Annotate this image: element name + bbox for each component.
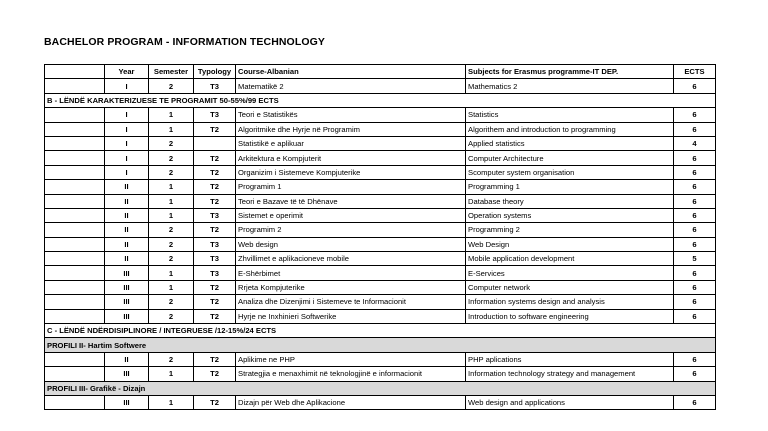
section-heading: B - LËNDË KARAKTERIZUESE TE PROGRAMIT 50-55%/99 ECTS xyxy=(45,93,716,107)
year-cell: III xyxy=(105,266,149,280)
table-row xyxy=(45,194,716,208)
table-row xyxy=(45,136,716,150)
course-albanian-cell: Programim 2 xyxy=(236,223,466,237)
semester-cell: 1 xyxy=(149,194,194,208)
subject-english-cell: Mobile application development xyxy=(466,252,674,266)
year-cell: I xyxy=(105,122,149,136)
semester-cell: 2 xyxy=(149,295,194,309)
curriculum-table xyxy=(44,64,716,410)
subject-english-cell: Web design and applications xyxy=(466,395,674,409)
header-blank xyxy=(45,65,105,79)
typology-cell xyxy=(194,136,236,150)
typology-cell: T3 xyxy=(194,266,236,280)
row-blank-cell xyxy=(45,122,105,136)
row-blank-cell xyxy=(45,309,105,323)
subject-english-cell: Information systems design and analysis xyxy=(466,295,674,309)
semester-cell: 1 xyxy=(149,266,194,280)
section-row xyxy=(45,93,716,107)
course-albanian-cell: Arkitektura e Kompjuterit xyxy=(236,151,466,165)
table-row xyxy=(45,367,716,381)
section-row xyxy=(45,324,716,338)
course-albanian-cell: Analiza dhe Dizenjimi i Sistemeve te Informacionit xyxy=(236,295,466,309)
ects-cell: 6 xyxy=(674,280,716,294)
semester-cell: 2 xyxy=(149,165,194,179)
year-cell: III xyxy=(105,280,149,294)
subject-english-cell: Programming 2 xyxy=(466,223,674,237)
semester-cell: 1 xyxy=(149,367,194,381)
typology-cell: T2 xyxy=(194,280,236,294)
typology-cell: T2 xyxy=(194,309,236,323)
semester-cell: 1 xyxy=(149,395,194,409)
year-cell: I xyxy=(105,108,149,122)
document-title: BACHELOR PROGRAM - INFORMATION TECHNOLOGY xyxy=(44,36,325,48)
profile-row xyxy=(45,338,716,352)
semester-cell: 2 xyxy=(149,151,194,165)
subject-english-cell: Computer network xyxy=(466,280,674,294)
subject-english-cell: Information technology strategy and management xyxy=(466,367,674,381)
row-blank-cell xyxy=(45,367,105,381)
year-cell: II xyxy=(105,352,149,366)
header-year: Year xyxy=(105,65,149,79)
row-blank-cell xyxy=(45,395,105,409)
semester-cell: 2 xyxy=(149,252,194,266)
subject-english-cell: Mathematics 2 xyxy=(466,79,674,93)
ects-cell: 6 xyxy=(674,309,716,323)
table-row xyxy=(45,280,716,294)
course-albanian-cell: Matematikë 2 xyxy=(236,79,466,93)
typology-cell: T3 xyxy=(194,252,236,266)
semester-cell: 1 xyxy=(149,180,194,194)
year-cell: II xyxy=(105,208,149,222)
course-albanian-cell: Strategjia e menaxhimit në teknologjinë e informacionit xyxy=(236,367,466,381)
profile-heading: PROFILI II- Hartim Softwere xyxy=(45,338,716,352)
typology-cell: T3 xyxy=(194,108,236,122)
year-cell: I xyxy=(105,165,149,179)
year-cell: III xyxy=(105,367,149,381)
typology-cell: T3 xyxy=(194,208,236,222)
table-row xyxy=(45,237,716,251)
course-albanian-cell: Statistikë e aplikuar xyxy=(236,136,466,150)
year-cell: III xyxy=(105,395,149,409)
year-cell: II xyxy=(105,180,149,194)
table-row xyxy=(45,266,716,280)
course-albanian-cell: Zhvillimet e aplikacioneve mobile xyxy=(236,252,466,266)
typology-cell: T2 xyxy=(194,223,236,237)
row-blank-cell xyxy=(45,108,105,122)
semester-cell: 2 xyxy=(149,237,194,251)
row-blank-cell xyxy=(45,79,105,93)
row-blank-cell xyxy=(45,237,105,251)
header-subjects-erasmus: Subjects for Erasmus programme-IT DEP. xyxy=(466,65,674,79)
ects-cell: 6 xyxy=(674,122,716,136)
table-row xyxy=(45,180,716,194)
semester-cell: 1 xyxy=(149,280,194,294)
course-albanian-cell: Teori e Bazave të të Dhënave xyxy=(236,194,466,208)
table-row xyxy=(45,223,716,237)
ects-cell: 6 xyxy=(674,194,716,208)
header-ects: ECTS xyxy=(674,65,716,79)
semester-cell: 2 xyxy=(149,309,194,323)
typology-cell: T2 xyxy=(194,295,236,309)
course-albanian-cell: E-Shërbimet xyxy=(236,266,466,280)
semester-cell: 1 xyxy=(149,208,194,222)
table-row xyxy=(45,151,716,165)
subject-english-cell: Applied statistics xyxy=(466,136,674,150)
ects-cell: 6 xyxy=(674,266,716,280)
subject-english-cell: Scomputer system organisation xyxy=(466,165,674,179)
row-blank-cell xyxy=(45,223,105,237)
course-albanian-cell: Teori e Statistikës xyxy=(236,108,466,122)
semester-cell: 1 xyxy=(149,108,194,122)
semester-cell: 1 xyxy=(149,122,194,136)
typology-cell: T2 xyxy=(194,165,236,179)
header-course-albanian: Course-Albanian xyxy=(236,65,466,79)
profile-heading: PROFILI III- Grafikë - Dizajn xyxy=(45,381,716,395)
subject-english-cell: Operation systems xyxy=(466,208,674,222)
ects-cell: 4 xyxy=(674,136,716,150)
typology-cell: T2 xyxy=(194,151,236,165)
row-blank-cell xyxy=(45,280,105,294)
typology-cell: T2 xyxy=(194,367,236,381)
section-heading: C - LËNDË NDËRDISIPLINORE / INTEGRUESE /12-15%/24 ECTS xyxy=(45,324,716,338)
row-blank-cell xyxy=(45,252,105,266)
subject-english-cell: Programming 1 xyxy=(466,180,674,194)
year-cell: I xyxy=(105,79,149,93)
typology-cell: T2 xyxy=(194,352,236,366)
year-cell: I xyxy=(105,136,149,150)
course-albanian-cell: Dizajn për Web dhe Aplikacione xyxy=(236,395,466,409)
subject-english-cell: Database theory xyxy=(466,194,674,208)
year-cell: II xyxy=(105,237,149,251)
year-cell: II xyxy=(105,223,149,237)
ects-cell: 6 xyxy=(674,223,716,237)
typology-cell: T2 xyxy=(194,180,236,194)
typology-cell: T2 xyxy=(194,395,236,409)
ects-cell: 6 xyxy=(674,151,716,165)
ects-cell: 6 xyxy=(674,352,716,366)
table-row xyxy=(45,395,716,409)
semester-cell: 2 xyxy=(149,223,194,237)
table-row xyxy=(45,352,716,366)
ects-cell: 5 xyxy=(674,252,716,266)
typology-cell: T2 xyxy=(194,194,236,208)
row-blank-cell xyxy=(45,136,105,150)
course-albanian-cell: Programim 1 xyxy=(236,180,466,194)
ects-cell: 6 xyxy=(674,367,716,381)
table-row xyxy=(45,252,716,266)
course-albanian-cell: Aplikime ne PHP xyxy=(236,352,466,366)
course-albanian-cell: Web design xyxy=(236,237,466,251)
table-row xyxy=(45,122,716,136)
row-blank-cell xyxy=(45,194,105,208)
ects-cell: 6 xyxy=(674,165,716,179)
ects-cell: 6 xyxy=(674,79,716,93)
year-cell: II xyxy=(105,194,149,208)
ects-cell: 6 xyxy=(674,395,716,409)
row-blank-cell xyxy=(45,151,105,165)
subject-english-cell: Algorithem and introduction to programming xyxy=(466,122,674,136)
subject-english-cell: PHP aplications xyxy=(466,352,674,366)
year-cell: III xyxy=(105,309,149,323)
profile-row xyxy=(45,381,716,395)
year-cell: II xyxy=(105,252,149,266)
ects-cell: 6 xyxy=(674,237,716,251)
header-semester: Semester xyxy=(149,65,194,79)
course-albanian-cell: Sistemet e operimit xyxy=(236,208,466,222)
course-albanian-cell: Organizim i Sistemeve Kompjuterike xyxy=(236,165,466,179)
ects-cell: 6 xyxy=(674,180,716,194)
course-albanian-cell: Algoritmike dhe Hyrje në Programim xyxy=(236,122,466,136)
row-blank-cell xyxy=(45,295,105,309)
row-blank-cell xyxy=(45,352,105,366)
ects-cell: 6 xyxy=(674,108,716,122)
row-blank-cell xyxy=(45,266,105,280)
table-header-row xyxy=(45,65,716,79)
semester-cell: 2 xyxy=(149,136,194,150)
table-row xyxy=(45,79,716,93)
typology-cell: T2 xyxy=(194,122,236,136)
table-row xyxy=(45,165,716,179)
ects-cell: 6 xyxy=(674,295,716,309)
row-blank-cell xyxy=(45,208,105,222)
typology-cell: T3 xyxy=(194,237,236,251)
course-albanian-cell: Hyrje ne Inxhinieri Softwerike xyxy=(236,309,466,323)
table-row xyxy=(45,295,716,309)
subject-english-cell: Web Design xyxy=(466,237,674,251)
subject-english-cell: E-Services xyxy=(466,266,674,280)
header-typology: Typology xyxy=(194,65,236,79)
course-albanian-cell: Rrjeta Kompjuterike xyxy=(236,280,466,294)
row-blank-cell xyxy=(45,180,105,194)
table-row xyxy=(45,208,716,222)
table-row xyxy=(45,108,716,122)
typology-cell: T3 xyxy=(194,79,236,93)
table-row xyxy=(45,309,716,323)
year-cell: III xyxy=(105,295,149,309)
semester-cell: 2 xyxy=(149,79,194,93)
ects-cell: 6 xyxy=(674,208,716,222)
semester-cell: 2 xyxy=(149,352,194,366)
subject-english-cell: Computer Architecture xyxy=(466,151,674,165)
subject-english-cell: Introduction to software engineering xyxy=(466,309,674,323)
row-blank-cell xyxy=(45,165,105,179)
year-cell: I xyxy=(105,151,149,165)
subject-english-cell: Statistics xyxy=(466,108,674,122)
